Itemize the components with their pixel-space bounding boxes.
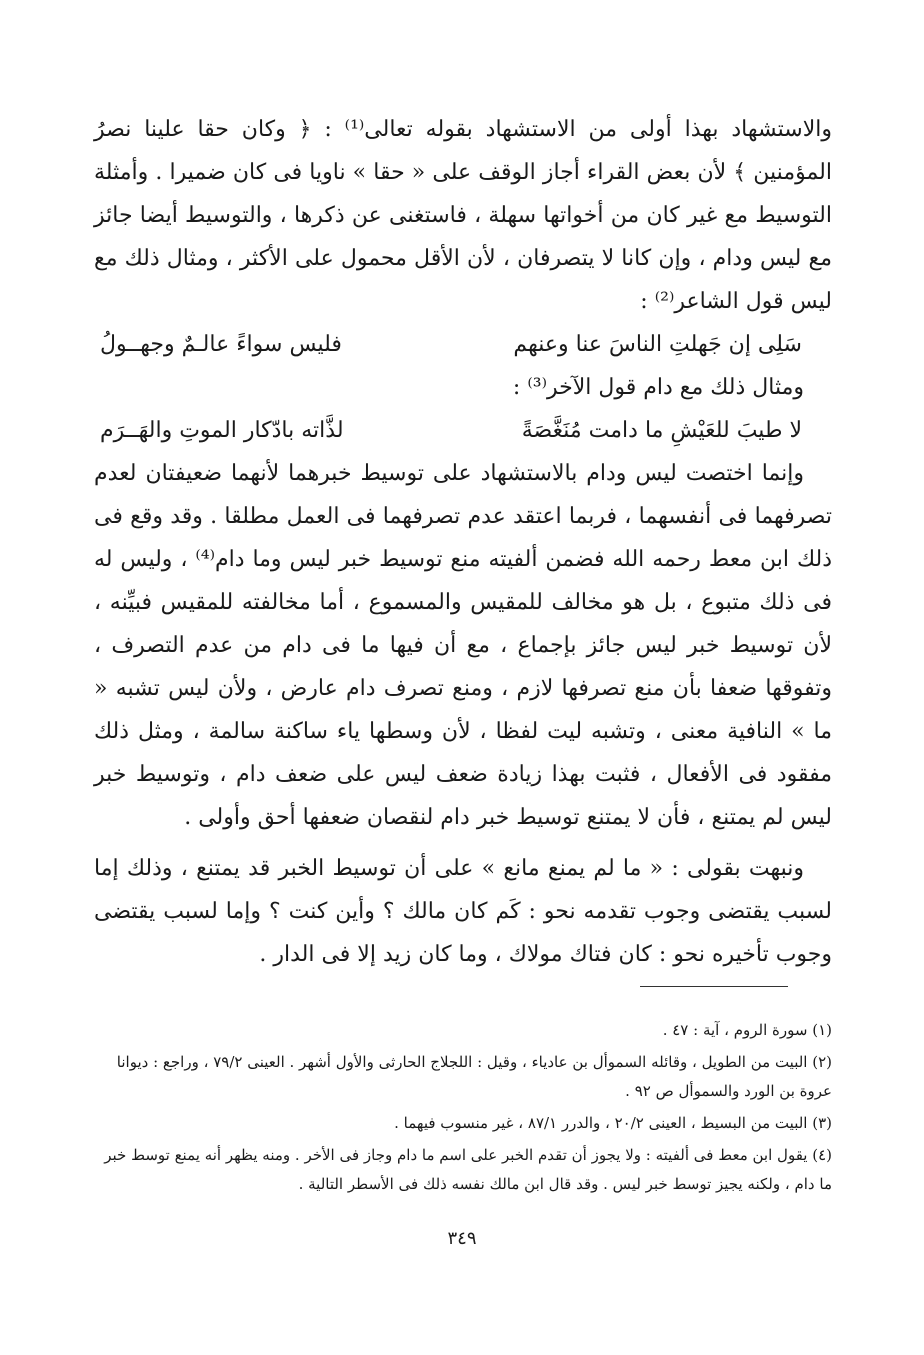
footnote: (٣) البيت من البسيط ، العينى ٢٠/٢ ، والدرر ٨٧/١ ، غير منسوب فيهما . [394, 1114, 832, 1132]
verse-line [94, 409, 832, 452]
verse-line [94, 323, 832, 366]
footnote: (٤) يقول ابن معط فى ألفيته : ولا يجوز أن تقدم الخبر على اسم ما دام وجاز فى الأخر . ومنه يظهر أنه يمنع توسط خبر ما دام ، ولكنه يجيز توسط خبر ليس . وقد قال ابن مالك نفسه ذلك فى الأسطر التالية . [104, 1146, 832, 1193]
main-text [94, 108, 832, 976]
verse-first-hemistich: سَلِى إن جَهلتِ الناسَ عنا وعنهم [513, 332, 802, 357]
footnote: (١) سورة الروم ، آية : ٤٧ . [662, 1021, 832, 1039]
verse-second-hemistich: فليس سواءً عالـمٌ وجهــولُ [100, 332, 342, 357]
page-number: ٣٤٩ [447, 1228, 477, 1249]
paragraph: وإنما اختصت ليس ودام بالاستشهاد على توسيط خبرهما لأنهما ضعيفتان لعدم تصرفهما فى أنفسهما ، فربما اعتقد عدم تصرفهما فى العمل مطلقا . وقد وقع فى ذلك ابن معط رحمه الله فضمن ألفيته منع توسيط خبر ليس وما دام⁽⁴⁾ ، وليس له فى ذلك متبوع ، بل هو مخالف للمقيس والمسموع ، أما مخالفته للمقيس فبيِّنه ، لأن توسيط خبر ليس جائز بإجماع ، مع أن فيها ما فى دام من عدم التصرف ، وتفوقها ضعفا بأن منع تصرفها لازم ، ومنع تصرف دام عارض ، ولأن ليس تشبه « ما » النافية معنى ، وتشبه ليت لفظا ، لأن وسطها ياء ساكنة سالمة ، ومثل ذلك مفقود فى الأفعال ، فثبت بهذا زيادة ضعف ليس على ضعف دام ، وتوسيط خبر ليس لم يمتنع ، فأن لا يمتنع توسيط خبر دام لنقصان ضعفها أحق وأولى . [94, 461, 832, 830]
paragraph: ومثال ذلك مع دام قول الآخر⁽³⁾ : [512, 375, 804, 400]
footnote-divider [640, 986, 788, 987]
footnotes [94, 1016, 832, 1202]
verse-second-hemistich: لذَّاته بادّكار الموتِ والهَــرَم [100, 418, 344, 443]
footnote: (٢) البيت من الطويل ، وقائله السموأل بن عادياء ، وقيل : اللجلاج الحارثى والأول أشهر . العينى ٧٩/٢ ، وراجع : ديوانا عروة بن الورد والسموأل ص ٩٢ . [116, 1053, 832, 1100]
paragraph: والاستشهاد بهذا أولى من الاستشهاد بقوله تعالى⁽¹⁾ : ﴿ وكان حقا علينا نصرُ المؤمنين ﴾ لأن بعض القراء أجاز الوقف على « حقا » ناويا فى كان ضميرا . وأمثلة التوسيط مع غير كان من أخواتها سهلة ، فاستغنى عن ذكرها ، والتوسيط أيضا جائز مع ليس ودام ، وإن كانا لا يتصرفان ، لأن الأقل محمول على الأكثر ، ومثال ذلك مع ليس قول الشاعر⁽²⁾ : [94, 117, 832, 314]
paragraph: ونبهت بقولى : « ما لم يمنع مانع » على أن توسيط الخبر قد يمتنع ، وذلك إما لسبب يقتضى وجوب تقدمه نحو : كَم كان مالك ؟ وأين كنت ؟ وإما لسبب يقتضى وجوب تأخيره نحو : كان فتاك مولاك ، وما كان زيد إلا فى الدار . [94, 856, 832, 967]
verse-first-hemistich: لا طيبَ للعَيْشِ ما دامت مُنَغَّصَةً [521, 418, 802, 443]
